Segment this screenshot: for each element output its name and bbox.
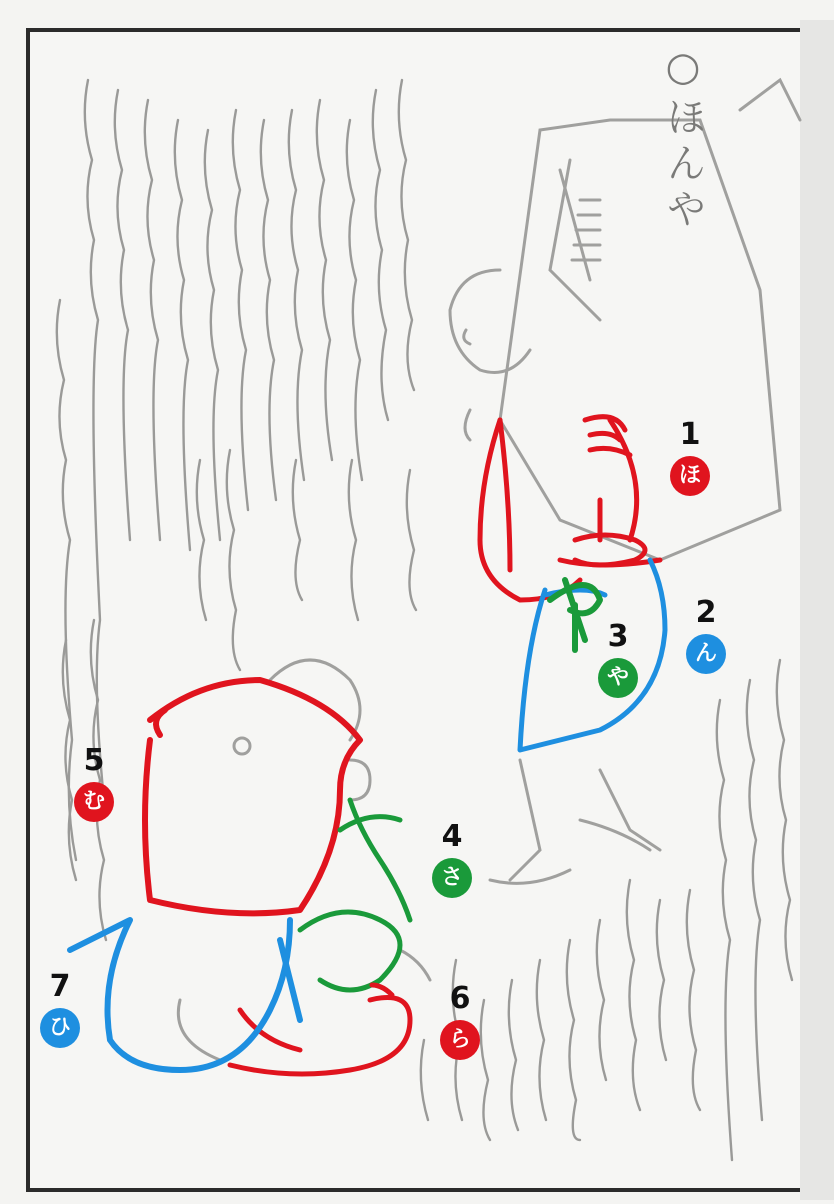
marker-1 [660,418,720,496]
marker-7 [30,970,90,1048]
page-heading: ○ほんや [660,44,706,234]
marker-kana-badge: ん [686,634,726,674]
marker-5 [64,744,124,822]
marker-number: 4 [441,819,463,854]
marker-number: 5 [83,743,105,778]
marker-kana-badge: や [598,658,638,698]
marker-number: 6 [449,981,471,1016]
marker-number: 1 [679,417,701,452]
marker-number: 7 [49,969,71,1004]
right-edge-shade [800,20,834,1200]
marker-4 [422,820,482,898]
marker-kana-badge: む [74,782,114,822]
marker-number: 2 [695,595,717,630]
marker-6 [430,982,490,1060]
marker-kana-badge: ら [440,1020,480,1060]
marker-kana-badge: ほ [670,456,710,496]
marker-kana-badge: さ [432,858,472,898]
marker-kana-badge: ひ [40,1008,80,1048]
marker-number: 3 [607,619,629,654]
marker-3 [588,620,648,698]
marker-2 [676,596,736,674]
